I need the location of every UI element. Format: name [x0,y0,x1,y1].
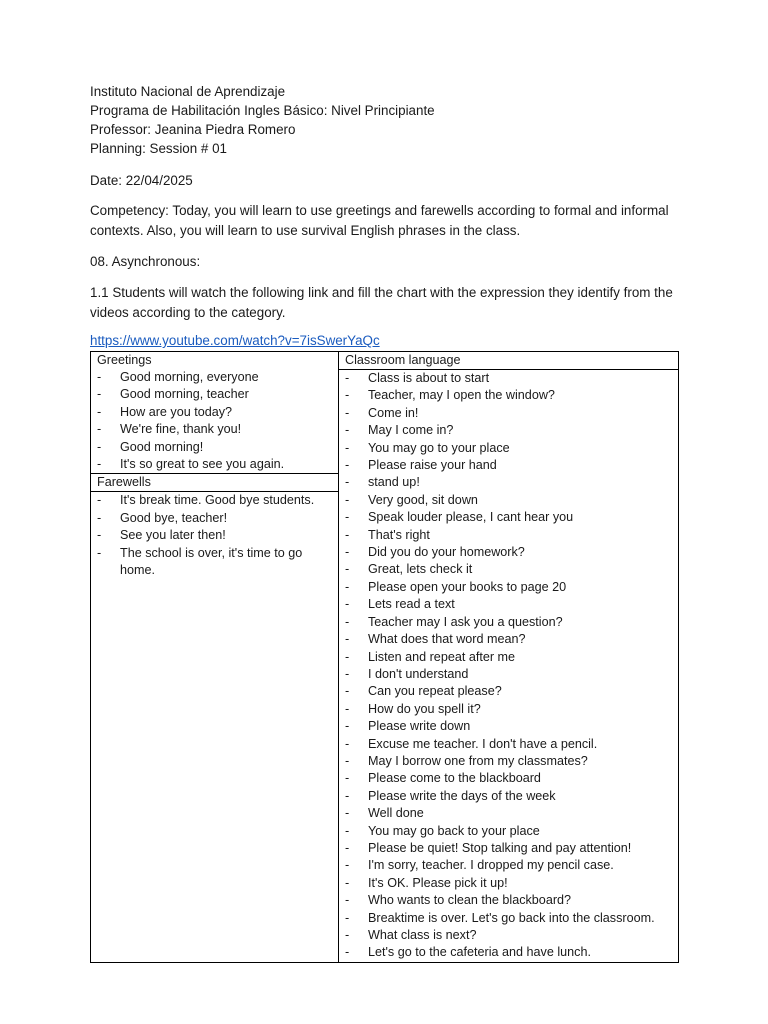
bullet-dash: - [345,945,350,960]
classroom-phrase-item [345,614,674,631]
bullet-dash: - [97,387,102,402]
bullet-dash: - [345,928,350,942]
classroom-phrase-item [345,875,674,892]
farewell-item-text: It's break time. Good bye students. [120,493,315,508]
bullet-dash: - [345,632,350,647]
bullet-dash: - [345,423,350,438]
classroom-phrase-item [345,579,674,596]
bullet-dash: - [345,736,350,751]
classroom-phrase-item-text: May I come in? [368,423,454,438]
bullet-dash: - [97,545,102,560]
classroom-phrase-item [345,509,674,526]
classroom-phrase-item-text: Teacher may I ask you a question? [368,614,563,629]
classroom-phrase-item [345,405,674,422]
left-column [91,352,339,963]
classroom-phrase-item [345,666,674,683]
classroom-language-header: Classroom language [339,352,678,370]
bullet-dash: - [345,492,350,507]
bullet-dash: - [345,875,350,890]
bullet-dash: - [97,422,102,437]
bullet-dash: - [345,371,350,385]
farewells-header: Farewells [91,474,338,492]
institution-name: Instituto Nacional de Aprendizaje [90,84,286,99]
greeting-item [97,404,334,421]
classroom-phrase-item-text: Please open your books to page 20 [368,579,567,594]
greetings-section [91,352,338,474]
farewell-item-text: See you later then! [120,528,226,543]
greetings-header: Greetings [97,353,152,367]
bullet-dash: - [345,806,350,821]
classroom-phrase-item [345,944,674,961]
bullet-dash: - [345,440,350,455]
classroom-phrase-item-text: Excuse me teacher. I don't have a pencil. [368,736,598,751]
classroom-phrase-item [345,770,674,787]
bullet-dash: - [97,528,102,543]
greeting-item-text: It's so great to see you again. [120,457,285,472]
classroom-phrase-item-text: Please come to the blackboard [368,771,541,786]
classroom-phrase-item [345,457,674,474]
bullet-dash: - [345,788,350,803]
bullet-dash: - [345,893,350,908]
document-header [90,82,435,158]
classroom-phrase-item-text: stand up! [368,475,420,490]
bullet-dash: - [345,475,350,490]
farewell-item-text: The school is over, it's time to go home. [120,545,303,578]
bullet-dash: - [345,684,350,699]
classroom-phrase-item-text: That's right [368,527,430,542]
classroom-phrase-item-text: Teacher, may I open the window? [368,388,555,403]
bullet-dash: - [345,666,350,681]
bullet-dash: - [345,562,350,577]
classroom-phrase-item [345,631,674,648]
classroom-phrase-item [345,736,674,753]
bullet-dash: - [345,771,350,786]
bullet-dash: - [345,823,350,838]
classroom-phrase-item-text: Lets read a text [368,597,455,612]
bullet-dash: - [97,493,102,508]
bullet-dash: - [345,910,350,925]
classroom-phrase-item [345,440,674,457]
classroom-phrase-item-text: May I borrow one from my classmates? [368,753,588,768]
classroom-phrase-item [345,596,674,613]
bullet-dash: - [345,597,350,612]
classroom-phrase-item [345,823,674,840]
farewell-item [97,545,334,580]
classroom-phrase-item [345,892,674,909]
classroom-phrase-item [345,544,674,561]
instruction-paragraph: 1.1 Students will watch the following link and fill the chart with the expression they identify from the videos according to the category. [90,285,673,320]
greeting-item [97,421,334,438]
classroom-phrase-item-text: Please be quiet! Stop talking and pay attention! [368,840,632,855]
bullet-dash: - [345,614,350,629]
farewell-item [97,527,334,544]
classroom-phrase-item-text: Listen and repeat after me [368,649,516,664]
bullet-dash: - [345,719,350,734]
classroom-phrase-item-text: Let's go to the cafeteria and have lunch. [368,945,591,960]
classroom-phrase-item-text: It's OK. Please pick it up! [368,875,508,890]
classroom-phrase-item [345,840,674,857]
bullet-dash: - [345,649,350,664]
classroom-phrase-item [345,387,674,404]
greeting-item [97,386,334,403]
classroom-phrase-item-text: Come in! [368,405,419,420]
farewells-section [91,474,338,579]
greeting-item-text: How are you today? [120,404,233,419]
bullet-dash: - [345,388,350,403]
greeting-item-text: Good morning, everyone [120,370,259,384]
classroom-phrase-item-text: Who wants to clean the blackboard? [368,893,572,908]
professor-name: Professor: Jeanina Piedra Romero [90,122,296,137]
classroom-phrase-item-text: What class is next? [368,928,477,942]
classroom-phrase-item-text: Very good, sit down [368,492,478,507]
classroom-phrase-item [345,649,674,666]
farewell-item [97,492,334,509]
classroom-phrase-item [345,370,674,387]
classroom-phrase-item-text: Please raise your hand [368,458,497,473]
bullet-dash: - [97,457,102,472]
bullet-dash: - [97,370,102,384]
bullet-dash: - [345,840,350,855]
classroom-phrase-item [345,701,674,718]
classroom-phrase-item-text: I don't understand [368,666,469,681]
classroom-phrase-item [345,527,674,544]
program-name: Programa de Habilitación Ingles Básico: Nivel Principiante [90,103,435,118]
classroom-phrase-item [345,474,674,491]
classroom-phrase-item-text: Breaktime is over. Let's go back into the classroom. [368,910,655,925]
bullet-dash: - [345,579,350,594]
bullet-dash: - [345,858,350,873]
classroom-phrase-item [345,718,674,735]
bullet-dash: - [345,545,350,560]
classroom-phrase-item [345,492,674,509]
farewell-item [97,510,334,527]
classroom-phrase-item-text: Please write the days of the week [368,788,556,803]
classroom-phrase-item [345,753,674,770]
classroom-phrase-item-text: Speak louder please, I cant hear you [368,510,574,525]
bullet-dash: - [345,510,350,525]
classroom-phrase-item [345,927,674,944]
classroom-phrase-item [345,857,674,874]
classroom-phrase-item-text: How do you spell it? [368,701,481,716]
right-column [339,352,679,963]
classroom-phrase-item-text: You may go back to your place [368,823,540,838]
classroom-phrase-item-text: Did you do your homework? [368,545,525,560]
classroom-phrase-item-text: Class is about to start [368,371,490,385]
classroom-phrase-item-text: What does that word mean? [368,632,526,647]
greetings-list [91,369,338,473]
greeting-item-text: Good morning, teacher [120,387,249,402]
classroom-phrase-item [345,910,674,927]
bullet-dash: - [345,753,350,768]
greeting-item-text: Good morning! [120,439,204,454]
section-heading: 08. Asynchronous: [90,254,201,269]
bullet-dash: - [97,404,102,419]
classroom-phrase-item-text: Well done [368,806,424,821]
bullet-dash: - [345,701,350,716]
classroom-phrase-item [345,788,674,805]
classroom-phrase-item [345,561,674,578]
video-link[interactable]: https://www.youtube.com/watch?v=7isSwerYaQc [90,333,380,348]
greeting-item [97,369,334,386]
bullet-dash: - [345,527,350,542]
planning-session: Planning: Session # 01 [90,141,227,156]
classroom-phrase-item-text: You may go to your place [368,440,510,455]
classroom-phrase-item [345,805,674,822]
greeting-item [97,456,334,473]
classroom-phrase-item-text: Great, lets check it [368,562,473,577]
bullet-dash: - [97,510,102,525]
classroom-phrase-item-text: Please write down [368,719,471,734]
classroom-phrase-item-text: Can you repeat please? [368,684,502,699]
expressions-chart [90,351,679,963]
bullet-dash: - [345,405,350,420]
greeting-item [97,439,334,456]
farewells-list [91,492,338,579]
competency-paragraph: Competency: Today, you will learn to use greetings and farewells according to formal and informal contexts. Also, you will learn to use survival English phrases in the class. [90,203,669,238]
classroom-phrase-item [345,422,674,439]
greeting-item-text: We're fine, thank you! [120,422,242,437]
bullet-dash: - [97,439,102,454]
classroom-language-list [339,370,678,962]
bullet-dash: - [345,458,350,473]
classroom-phrase-item [345,683,674,700]
date-line: Date: 22/04/2025 [90,173,193,188]
farewell-item-text: Good bye, teacher! [120,510,228,525]
classroom-phrase-item-text: I'm sorry, teacher. I dropped my pencil case. [368,858,614,873]
